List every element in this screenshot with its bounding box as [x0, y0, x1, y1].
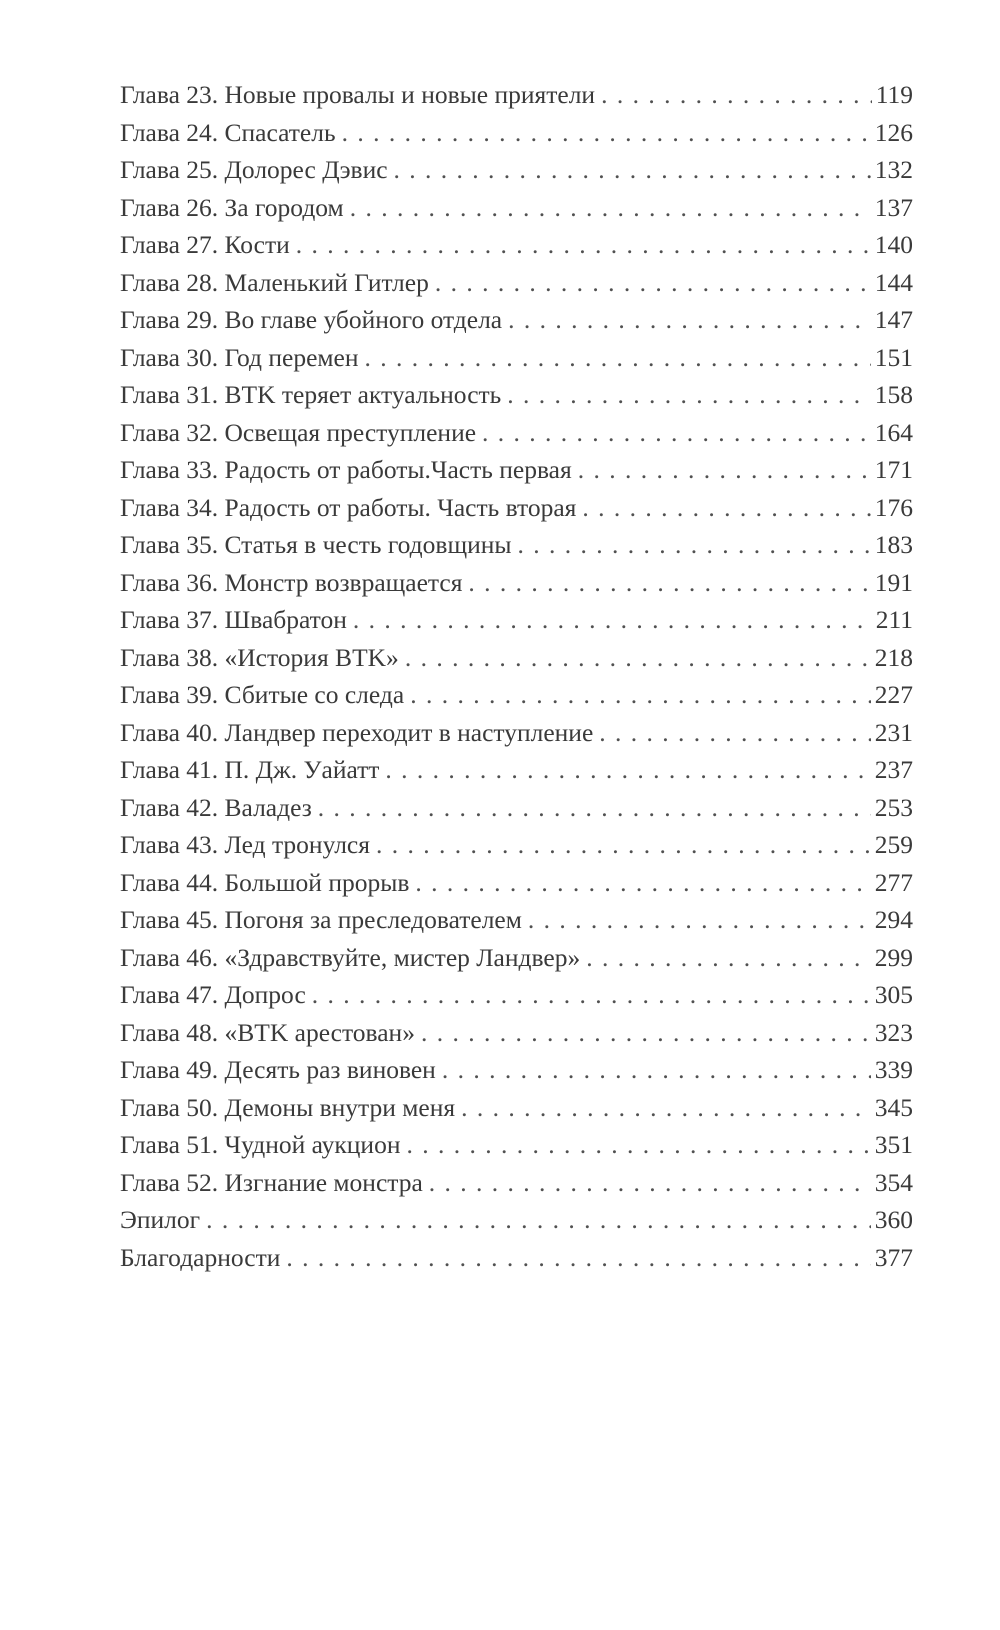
toc-dot-leader [601, 76, 872, 114]
toc-entry-title: Глава 38. «История BTK» [120, 642, 399, 672]
toc-entry-page: 119 [875, 80, 913, 109]
toc-dot-leader [296, 226, 871, 264]
toc-entry-title: Глава 47. Допрос [120, 980, 306, 1009]
toc-dot-leader [385, 751, 870, 789]
toc-dot-leader [508, 301, 871, 339]
toc-entry-page: 137 [874, 192, 913, 222]
toc-entry-page: 323 [874, 1017, 913, 1047]
toc-entry-page: 360 [874, 1205, 913, 1234]
toc-entry-title: Глава 25. Долорес Дэвис [120, 155, 388, 184]
toc-entry [120, 151, 913, 189]
toc-entry-page: 299 [874, 942, 913, 972]
toc-entry-title: Глава 23. Новые провалы и новые приятели [120, 80, 596, 109]
toc-entry-page: 237 [874, 755, 913, 784]
toc-entry [120, 1239, 913, 1277]
toc-dot-leader [405, 639, 871, 677]
toc-dot-leader [599, 714, 870, 752]
toc-dot-leader [578, 451, 871, 489]
toc-entry-title: Глава 40. Ландвер переходит в наступление [120, 717, 594, 747]
toc-entry-page: 158 [874, 380, 913, 409]
toc-entry-page: 132 [874, 155, 913, 184]
toc-dot-leader [582, 489, 870, 527]
toc-entry-title: Глава 41. П. Дж. Уайатт [120, 755, 380, 784]
toc-dot-leader [507, 376, 870, 414]
toc-dot-leader [353, 601, 872, 639]
toc-entry-title: Глава 30. Год перемен [120, 342, 359, 372]
toc-dot-leader [468, 564, 870, 602]
toc-entry-title: Глава 46. «Здравствуйте, мистер Ландвер» [120, 942, 581, 972]
toc-dot-leader [394, 151, 871, 189]
toc-entry-page: 227 [874, 680, 913, 709]
toc-entry-page: 345 [874, 1092, 913, 1122]
toc-entry [120, 1201, 913, 1239]
toc-entry [120, 751, 913, 789]
toc-entry-page: 253 [874, 792, 913, 822]
toc-entry-page: 354 [874, 1167, 913, 1197]
toc-dot-leader [461, 1089, 871, 1127]
table-of-contents [120, 76, 913, 1276]
toc-entry [120, 1014, 913, 1052]
toc-entry-title: Глава 51. Чудной аукцион [120, 1130, 401, 1159]
toc-entry-title: Глава 27. Кости [120, 230, 290, 259]
toc-entry [120, 489, 913, 527]
toc-entry [120, 526, 913, 564]
toc-dot-leader [528, 901, 871, 939]
toc-entry [120, 1051, 913, 1089]
toc-entry [120, 76, 913, 114]
toc-entry-title: Глава 43. Лед тронулся [120, 830, 370, 859]
toc-entry-page: 176 [874, 492, 913, 522]
toc-dot-leader [206, 1201, 871, 1239]
toc-entry [120, 301, 913, 339]
toc-entry-title: Глава 42. Валадез [120, 792, 312, 822]
toc-entry-title: Глава 34. Радость от работы. Часть вторая [120, 492, 577, 522]
toc-entry [120, 826, 913, 864]
toc-entry [120, 676, 913, 714]
toc-entry-title: Эпилог [120, 1205, 201, 1234]
toc-entry-title: Глава 36. Монстр возвращается [120, 567, 463, 597]
toc-entry [120, 789, 913, 827]
toc-entry-title: Глава 24. Спасатель [120, 117, 336, 147]
toc-entry-page: 277 [874, 867, 913, 897]
toc-entry-title: Глава 44. Большой прорыв [120, 867, 410, 897]
toc-entry-page: 171 [874, 455, 913, 484]
toc-entry-title: Глава 31. BTK теряет актуальность [120, 380, 502, 409]
toc-entry-title: Благодарности [120, 1242, 281, 1272]
toc-entry-page: 147 [874, 305, 913, 334]
toc-entry [120, 714, 913, 752]
toc-dot-leader [442, 1051, 871, 1089]
toc-entry-page: 151 [874, 342, 913, 372]
toc-dot-leader [342, 114, 871, 152]
toc-entry-page: 211 [875, 605, 913, 634]
toc-dot-leader [406, 1126, 870, 1164]
toc-entry [120, 564, 913, 602]
toc-entry-page: 183 [874, 530, 913, 559]
toc-entry-page: 140 [874, 230, 913, 259]
toc-entry-page: 164 [874, 417, 913, 447]
toc-entry-title: Глава 29. Во главе убойного отдела [120, 305, 503, 334]
toc-dot-leader [421, 1014, 871, 1052]
toc-dot-leader [376, 826, 871, 864]
toc-entry [120, 1126, 913, 1164]
toc-entry [120, 1089, 913, 1127]
toc-entry-page: 144 [874, 267, 913, 297]
toc-dot-leader [518, 526, 871, 564]
toc-entry-page: 231 [874, 717, 913, 747]
toc-dot-leader [415, 864, 870, 902]
toc-entry [120, 376, 913, 414]
toc-entry-page: 191 [874, 567, 913, 597]
toc-dot-leader [410, 676, 871, 714]
toc-entry-title: Глава 33. Радость от работы.Часть первая [120, 455, 572, 484]
toc-entry [120, 639, 913, 677]
toc-entry-page: 377 [874, 1242, 913, 1272]
toc-dot-leader [365, 339, 871, 377]
toc-entry [120, 939, 913, 977]
toc-entry [120, 976, 913, 1014]
toc-entry-page: 305 [874, 980, 913, 1009]
toc-entry-page: 218 [874, 642, 913, 672]
toc-entry-title: Глава 39. Сбитые со следа [120, 680, 405, 709]
toc-entry-page: 339 [874, 1055, 913, 1084]
toc-entry [120, 189, 913, 227]
toc-entry-page: 351 [874, 1130, 913, 1159]
toc-entry [120, 264, 913, 302]
toc-entry-page: 294 [874, 905, 913, 934]
toc-entry-title: Глава 45. Погоня за преследователем [120, 905, 522, 934]
toc-entry [120, 864, 913, 902]
toc-dot-leader [286, 1239, 870, 1277]
toc-dot-leader [312, 976, 871, 1014]
toc-entry [120, 901, 913, 939]
toc-dot-leader [429, 1164, 871, 1202]
toc-entry-title: Глава 50. Демоны внутри меня [120, 1092, 456, 1122]
toc-entry [120, 601, 913, 639]
toc-entry-page: 126 [874, 117, 913, 147]
toc-entry-page: 259 [874, 830, 913, 859]
toc-dot-leader [435, 264, 871, 302]
toc-entry-title: Глава 35. Статья в честь годовщины [120, 530, 512, 559]
toc-entry-title: Глава 28. Маленький Гитлер [120, 267, 429, 297]
toc-entry-title: Глава 52. Изгнание монстра [120, 1167, 423, 1197]
toc-entry-title: Глава 37. Швабратон [120, 605, 347, 634]
toc-entry-title: Глава 26. За городом [120, 192, 344, 222]
toc-entry [120, 114, 913, 152]
toc-entry [120, 414, 913, 452]
toc-dot-leader [350, 189, 871, 227]
toc-entry-title: Глава 48. «BTK арестован» [120, 1017, 415, 1047]
toc-entry [120, 451, 913, 489]
toc-entry [120, 339, 913, 377]
toc-dot-leader [318, 789, 871, 827]
toc-entry-title: Глава 49. Десять раз виновен [120, 1055, 436, 1084]
toc-dot-leader [586, 939, 871, 977]
toc-dot-leader [482, 414, 871, 452]
toc-entry [120, 226, 913, 264]
toc-entry-title: Глава 32. Освещая преступление [120, 417, 477, 447]
toc-entry [120, 1164, 913, 1202]
